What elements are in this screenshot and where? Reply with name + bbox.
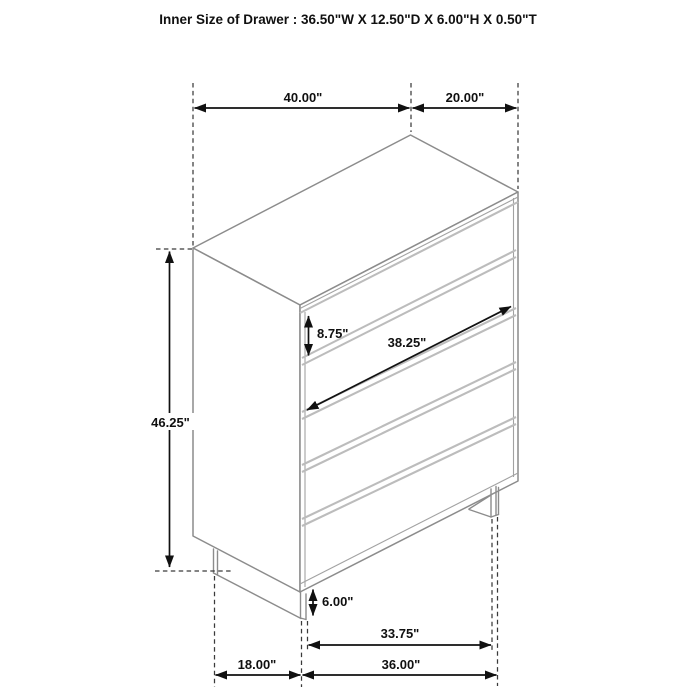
cabinet-drawing [193,135,518,620]
base-rail-stub-lower [469,510,491,518]
dim-label-base-depth: 18.00" [237,657,277,672]
diagram-title: Inner Size of Drawer : 36.50"W X 12.50"D X 6.00"H X 0.50"T [159,12,537,27]
dim-label-base-width: 36.00" [381,657,421,672]
dim-label-base-inner-width: 33.75" [380,626,420,641]
dim-label-overall-height: 46.25" [151,415,190,430]
left-side-panel [193,248,300,592]
dim-label-drawer-front-height: 8.75" [317,326,349,341]
dim-label-drawer-front-width: 38.25" [387,335,427,350]
dim-label-top-depth: 20.00" [445,90,485,105]
dim-label-leg-height: 6.00" [322,594,354,609]
front-left-leg-bottom [301,618,307,620]
dim-label-top-width: 40.00" [283,90,323,105]
front-right-leg-bottom [491,515,499,518]
